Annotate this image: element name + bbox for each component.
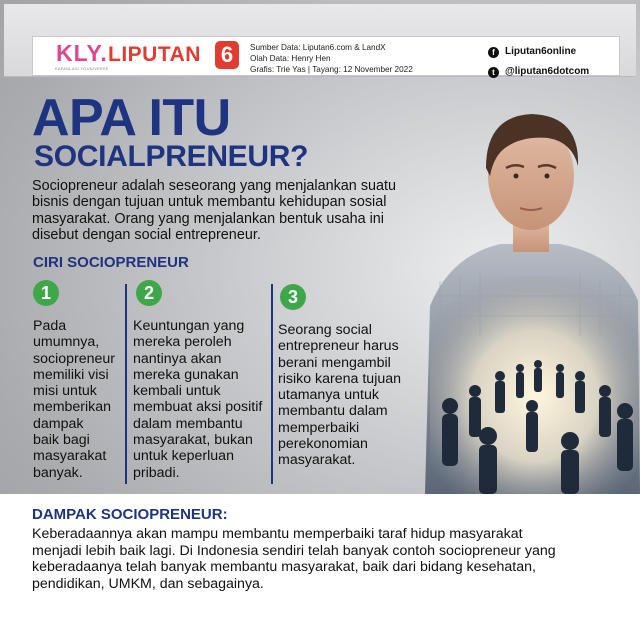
dampak-paragraph	[32, 526, 617, 592]
social-handles	[488, 42, 589, 82]
intro-line: masyarakat. Orang yang menjalankan bentuk usaha ini	[32, 210, 384, 227]
point-2-text	[133, 318, 262, 481]
point-line: utamanya untuk	[278, 387, 379, 404]
point-line: banyak.	[33, 464, 83, 481]
twitter-handle: @liputan6dotcom	[505, 66, 590, 77]
point-line: untuk keperluan	[133, 448, 234, 465]
point-line: misi untuk	[33, 383, 97, 400]
point-line: perekonomian	[278, 436, 368, 453]
point-line: Pada	[33, 318, 67, 334]
point-line: sociopreneur	[33, 350, 116, 367]
point-line: dampak	[33, 415, 84, 432]
businessman-photo	[420, 106, 640, 494]
point-line: membuat aksi positif	[133, 399, 263, 416]
point-3-text	[278, 322, 401, 469]
social-twitter[interactable]	[488, 62, 589, 82]
liputan-logo-six: 6	[215, 41, 239, 69]
kly-logo: KLY.	[56, 40, 108, 66]
point-number-3: 3	[280, 284, 306, 310]
intro-line: Sociopreneur adalah seseorang yang menjalankan suatu	[32, 178, 397, 194]
point-line: masyarakat	[33, 448, 107, 465]
point-line: dalam membantu	[133, 415, 243, 432]
point-line: mereka peroleh	[133, 334, 232, 351]
dampak-line: Keberadaannya akan mampu membantu memperbaiki taraf hidup masyarakat	[32, 526, 523, 542]
point-line: baik bagi	[33, 432, 90, 449]
dampak-heading: DAMPAK SOCIOPRENEUR:	[32, 506, 228, 523]
point-number-2: 2	[136, 280, 162, 306]
point-line: memiliki visi	[33, 366, 109, 383]
page-title: APA ITU	[32, 89, 231, 147]
source-meta	[250, 42, 413, 75]
meta-editor: Olah Data: Henry Hen	[250, 54, 331, 63]
point-line: pribadi.	[133, 464, 180, 481]
page-subtitle: SOCIALPRENEUR?	[34, 140, 309, 173]
crowd-person-1	[442, 398, 458, 466]
dampak-line: keberadaanya telah banyak membantu masyarakat, baik dari bidang kesehatan,	[32, 559, 536, 575]
point-1-text	[33, 318, 115, 481]
point-number-1: 1	[33, 280, 59, 306]
point-line: mereka gunakan	[133, 366, 239, 383]
point-line: masyarakat, bukan	[133, 432, 253, 449]
point-line: kembali untuk	[133, 383, 221, 400]
kly-logo-tagline: KAPANLAGI YOUNIVERSE	[55, 66, 109, 71]
column-divider	[125, 284, 127, 484]
social-facebook[interactable]	[488, 42, 589, 62]
dampak-line: pendidikan, UMKM, dan sebagainya.	[32, 575, 264, 592]
dampak-line: menjadi lebih baik lagi. Di Indonesia sendiri telah banyak contoh sociopreneur yang	[32, 542, 556, 559]
point-line: Keuntungan yang	[133, 318, 245, 334]
ciri-heading: CIRI SOCIOPRENEUR	[33, 254, 189, 271]
point-line: berani mengambil	[278, 354, 391, 371]
point-line: masyarakat.	[278, 452, 356, 469]
point-line: memperbaiki	[278, 419, 360, 436]
facebook-handle: Liputan6online	[505, 46, 577, 57]
point-line: risiko karena tujuan	[278, 370, 402, 387]
meta-source: Sumber Data: Liputan6.com & LandX	[250, 43, 386, 52]
point-line: umumnya,	[33, 334, 100, 351]
intro-line: bisnis dengan tujuan untuk membantu kehidupan sosial	[32, 194, 387, 211]
point-line: nantinya akan	[133, 350, 222, 367]
point-line: Seorang social	[278, 322, 372, 338]
point-line: membantu dalam	[278, 403, 388, 420]
point-line: memberikan	[33, 399, 112, 416]
intro-line: disebut dengan social entrepreneur.	[32, 226, 261, 243]
liputan-logo-text: LIPUTAN	[108, 43, 201, 66]
meta-graphic: Grafis: Trie Yas | Tayang: 12 November 2022	[250, 65, 413, 74]
intro-paragraph	[32, 178, 452, 243]
point-line: entrepreneur harus	[278, 338, 399, 355]
facebook-icon: f	[488, 47, 499, 58]
column-divider	[271, 284, 273, 484]
twitter-icon: t	[488, 67, 499, 78]
